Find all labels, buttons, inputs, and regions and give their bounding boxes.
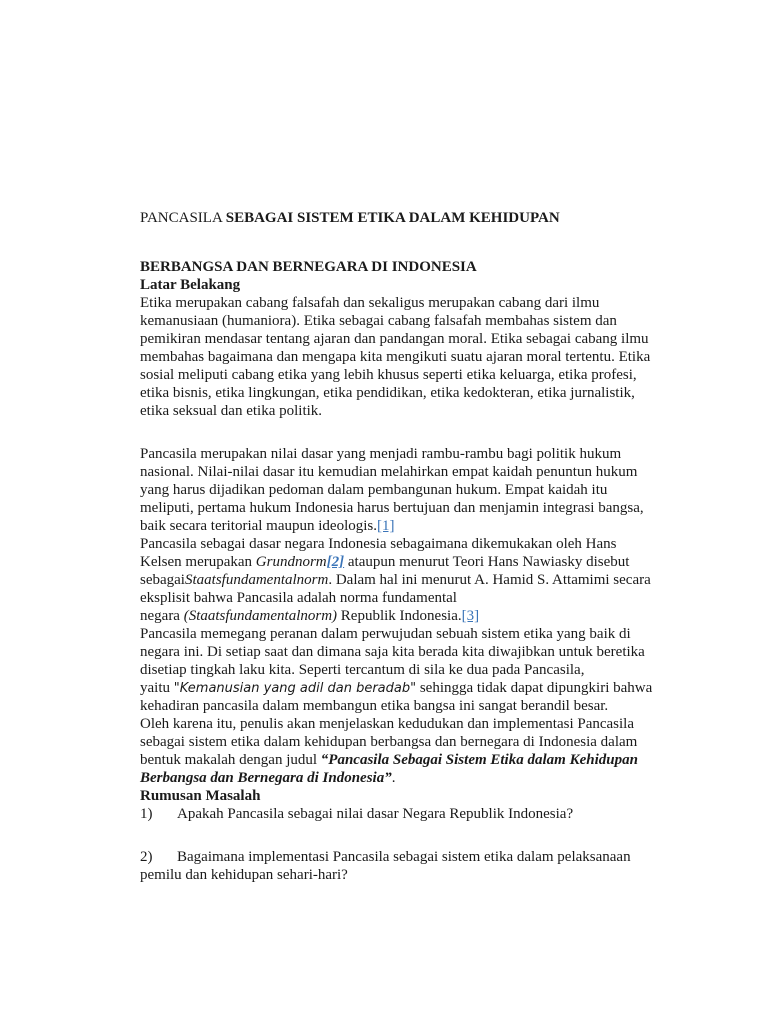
p3-line: eksplisit bahwa Pancasila adalah norma fundamental — [140, 590, 457, 606]
list-item — [140, 848, 631, 866]
title-bold: SEBAGAI SISTEM ETIKA DALAM KEHIDUPAN — [225, 210, 560, 226]
rumusan-heading: Rumusan Masalah — [140, 788, 261, 804]
p4-text: yaitu — [140, 680, 174, 696]
p4-line: negara ini. Di setiap saat dan dimana saja kita berada kita diwajibkan untuk beretika — [140, 644, 645, 660]
p3-text: Kelsen merupakan — [140, 554, 256, 570]
p1-line: pemikiran mendasar tentang ajaran dan pandangan moral. Etika sebagai cabang ilmu — [140, 331, 649, 347]
p1-line: kemanusiaan (humaniora). Etika sebagai cabang falsafah membahas sistem dan — [140, 313, 617, 329]
p4-line: Pancasila memegang peranan dalam perwujudan sebuah sistem etika yang baik di — [140, 626, 631, 642]
p2-line: yang harus dijadikan pedoman dalam pembangunan hukum. Empat kaidah itu — [140, 482, 608, 498]
p3-text: Republik Indonesia. — [337, 608, 462, 624]
p3-text: sebagai — [140, 572, 185, 588]
p2-line: Pancasila merupakan nilai dasar yang menjadi rambu-rambu bagi politik hukum — [140, 446, 622, 462]
p3-line: Pancasila sebagai dasar negara Indonesia sebagaimana dikemukakan oleh Hans — [140, 536, 617, 552]
p5-line — [140, 751, 638, 769]
p1-line: etika bisnis, etika lingkungan, etika pendidikan, etika kedokteran, etika jurnalistik, — [140, 385, 635, 401]
p2-line-last — [140, 517, 395, 535]
p1-line: etika seksual dan etika politik. — [140, 403, 323, 419]
title-plain: PANCASILA — [140, 210, 222, 226]
list-text: Apakah Pancasila sebagai nilai dasar Negara Republik Indonesia? — [177, 806, 574, 822]
list-text: Bagaimana implementasi Pancasila sebagai sistem etika dalam pelaksanaan — [177, 849, 631, 865]
p3-italic: Grundnorm — [255, 554, 327, 570]
p4-line — [140, 679, 652, 698]
p4-text: sehingga tidak dapat dipungkiri bahwa — [416, 680, 653, 696]
p3-text: negara — [140, 608, 184, 624]
p4-line: disetiap tingkah laku kita. Seperti tercantum di sila ke dua pada Pancasila, — [140, 662, 585, 678]
paper-title: “Pancasila Sebagai Sistem Etika dalam Kehidupan — [320, 752, 638, 768]
p3-italic: Staatsfundamentalnorm — [184, 572, 329, 588]
footnote-link-1[interactable]: [1] — [377, 518, 395, 534]
title-line-2: BERBANGSA DAN BERNEGARA DI INDONESIA — [140, 259, 477, 275]
list-number: 2) — [140, 849, 153, 865]
sila-quote: "Kemanusian yang adil dan beradab" — [173, 681, 417, 696]
p3-italic: (Staatsfundamentalnorm) — [183, 608, 338, 624]
p3-text: ataupun menurut Teori Hans Nawiasky disebut — [344, 554, 630, 570]
p5-line: sebagai sistem etika dalam kehidupan berbangsa dan bernegara di Indonesia dalam — [140, 734, 638, 750]
p2-line: nasional. Nilai-nilai dasar itu kemudian melahirkan empat kaidah penuntun hukum — [140, 464, 638, 480]
p2-line: meliputi, pertama hukum Indonesia harus bertujuan dan menjamin integrasi bangsa, — [140, 500, 644, 516]
p1-line: membahas bagaimana dan mengapa kita mengikuti suatu ajaran moral tertentu. Etika — [140, 349, 651, 365]
p1-line: Etika merupakan cabang falsafah dan sekaligus merupakan cabang dari ilmu — [140, 295, 600, 311]
list-item — [140, 805, 573, 823]
p3-text: . Dalam hal ini menurut A. Hamid S. Attamimi secara — [328, 572, 651, 588]
p1-line: sosial meliputi cabang etika yang lebih khusus seperti etika keluarga, etika profesi, — [140, 367, 637, 383]
latar-heading: Latar Belakang — [140, 277, 241, 293]
p4-line: kehadiran pancasila dalam membangun etika bangsa ini sangat berandil besar. — [140, 698, 609, 714]
p5-line: Oleh karena itu, penulis akan menjelaskan kedudukan dan implementasi Pancasila — [140, 716, 635, 732]
list-number: 1) — [140, 806, 153, 822]
footnote-link-2[interactable]: [2] — [326, 554, 345, 570]
p5-text: bentuk makalah dengan judul — [140, 752, 321, 768]
footnote-link-3[interactable]: [3] — [461, 608, 480, 624]
paper-title: Berbangsa dan Bernegara di Indonesia” — [140, 770, 392, 786]
p5-text: . — [391, 770, 396, 786]
p3-line — [140, 553, 629, 571]
p3-line — [140, 571, 651, 589]
title-line-1 — [140, 209, 560, 227]
p2-text: baik secara teritorial maupun ideologis. — [140, 518, 378, 534]
list-item-continuation: pemilu dan kehidupan sehari-hari? — [140, 867, 348, 883]
p3-line — [140, 607, 479, 625]
p5-line — [140, 769, 395, 787]
